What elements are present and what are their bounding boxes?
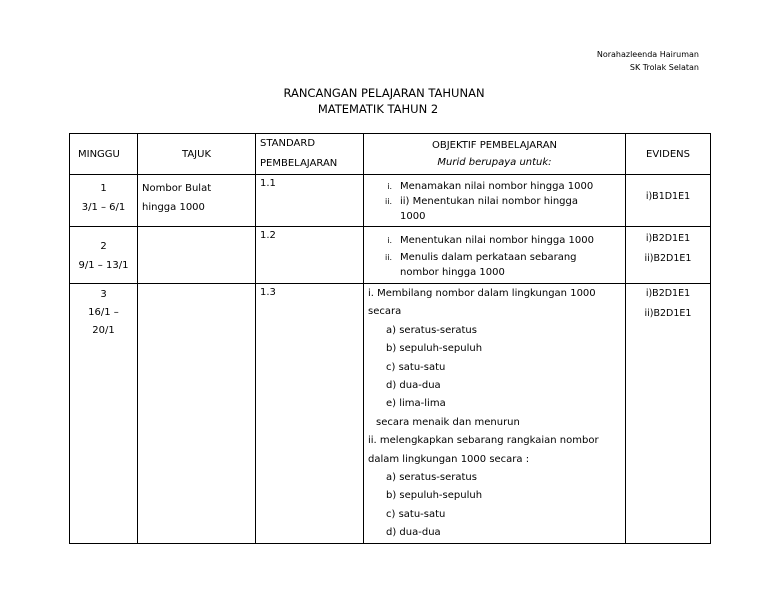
item-text-line2: 1000	[400, 211, 426, 222]
objektif-cell	[364, 175, 626, 227]
objective-line: ii. melengkapkan sebarang rangkaian nombor	[368, 435, 599, 447]
objektif-cell	[364, 227, 626, 284]
item-text-line1: Menulis dalam perkataan sebarang	[400, 252, 577, 263]
objective-line: dalam lingkungan 1000 secara :	[368, 453, 530, 465]
item-text	[400, 194, 578, 224]
evidens-cell	[626, 227, 711, 284]
tajuk-cell	[138, 284, 256, 544]
header-objektif-line1: OBJEKTIF PEMBELAJARAN	[431, 140, 558, 151]
item-text	[400, 250, 577, 280]
objective-line: secara menaik dan menurun	[376, 416, 520, 428]
standard-cell: 1.3	[256, 284, 364, 544]
evidens-code: i)B2D1E1	[645, 288, 691, 299]
item-text: Menentukan nilai nombor hingga 1000	[400, 235, 594, 246]
evidens-code: i)B2D1E1	[645, 233, 691, 244]
item-number: ii.	[385, 253, 392, 262]
author-school: SK Trolak Selatan	[629, 63, 699, 72]
minggu-number: 3	[100, 289, 107, 300]
objective-line: a) seratus-seratus	[386, 472, 477, 484]
minggu-date-line2: 20/1	[92, 325, 115, 336]
header-evidens: EVIDENS	[626, 134, 711, 175]
table-row	[70, 227, 711, 284]
table-row	[70, 284, 711, 544]
evidens-code: ii)B2D1E1	[644, 308, 692, 319]
title-line-1: RANCANGAN PELAJARAN TAHUNAN	[283, 86, 485, 100]
list-item	[364, 232, 625, 250]
evidens-code: i)B1D1E1	[645, 191, 691, 202]
tajuk-line1: Nombor Bulat	[142, 183, 212, 194]
standard-cell: 1.2	[256, 227, 364, 284]
tajuk-cell	[138, 227, 256, 284]
minggu-number: 1	[100, 183, 107, 194]
list-item	[364, 250, 625, 280]
minggu-date-line1: 16/1 –	[88, 307, 119, 318]
tajuk-line2: hingga 1000	[142, 202, 205, 213]
minggu-date: 3/1 – 6/1	[81, 202, 126, 213]
tajuk-cell	[138, 175, 256, 227]
item-text: Menamakan nilai nombor hingga 1000	[400, 181, 594, 192]
evidens-cell	[626, 284, 711, 544]
objective-line: c) satu-satu	[386, 361, 446, 373]
minggu-cell	[70, 227, 138, 284]
objective-line: i. Membilang nombor dalam lingkungan 1000	[368, 288, 596, 299]
minggu-number: 2	[100, 241, 107, 252]
minggu-date: 9/1 – 13/1	[78, 260, 129, 271]
header-standard-line1: STANDARD	[260, 138, 316, 149]
objective-line: d) dua-dua	[386, 380, 441, 392]
objective-line: a) seratus-seratus	[386, 324, 477, 336]
standard-cell: 1.1	[256, 175, 364, 227]
objective-line: c) satu-satu	[386, 508, 446, 520]
header-standard	[256, 134, 364, 175]
objektif-cell	[364, 284, 626, 544]
objective-line: secara	[368, 306, 402, 318]
objective-line: d) dua-dua	[386, 527, 441, 539]
page-title	[0, 85, 768, 117]
lesson-plan-table	[69, 133, 711, 544]
item-text-line2: nombor hingga 1000	[400, 267, 505, 278]
item-number: ii.	[385, 197, 392, 206]
item-number: i.	[387, 182, 392, 191]
title-line-2: MATEMATIK TAHUN 2	[317, 102, 439, 116]
objective-line: b) sepuluh-sepuluh	[386, 343, 483, 355]
header-standard-line2: PEMBELAJARAN	[260, 158, 338, 169]
objective-line: b) sepuluh-sepuluh	[386, 490, 483, 502]
author-name: Norahazleenda Hairuman	[596, 50, 699, 59]
header-minggu: MINGGU	[70, 134, 138, 175]
author-block	[597, 48, 699, 74]
evidens-code: ii)B2D1E1	[644, 253, 692, 264]
header-objektif	[364, 134, 626, 175]
item-number: i.	[387, 236, 392, 245]
list-item	[364, 179, 625, 194]
minggu-cell	[70, 175, 138, 227]
list-item	[364, 194, 625, 224]
header-row	[70, 134, 711, 175]
table-row	[70, 175, 711, 227]
evidens-cell	[626, 175, 711, 227]
minggu-cell	[70, 284, 138, 544]
header-tajuk: TAJUK	[138, 134, 256, 175]
objective-line: e) lima-lima	[386, 398, 446, 410]
header-objektif-line2: Murid berupaya untuk:	[437, 157, 552, 168]
item-text-line1: ii) Menentukan nilai nombor hingga	[400, 196, 578, 207]
